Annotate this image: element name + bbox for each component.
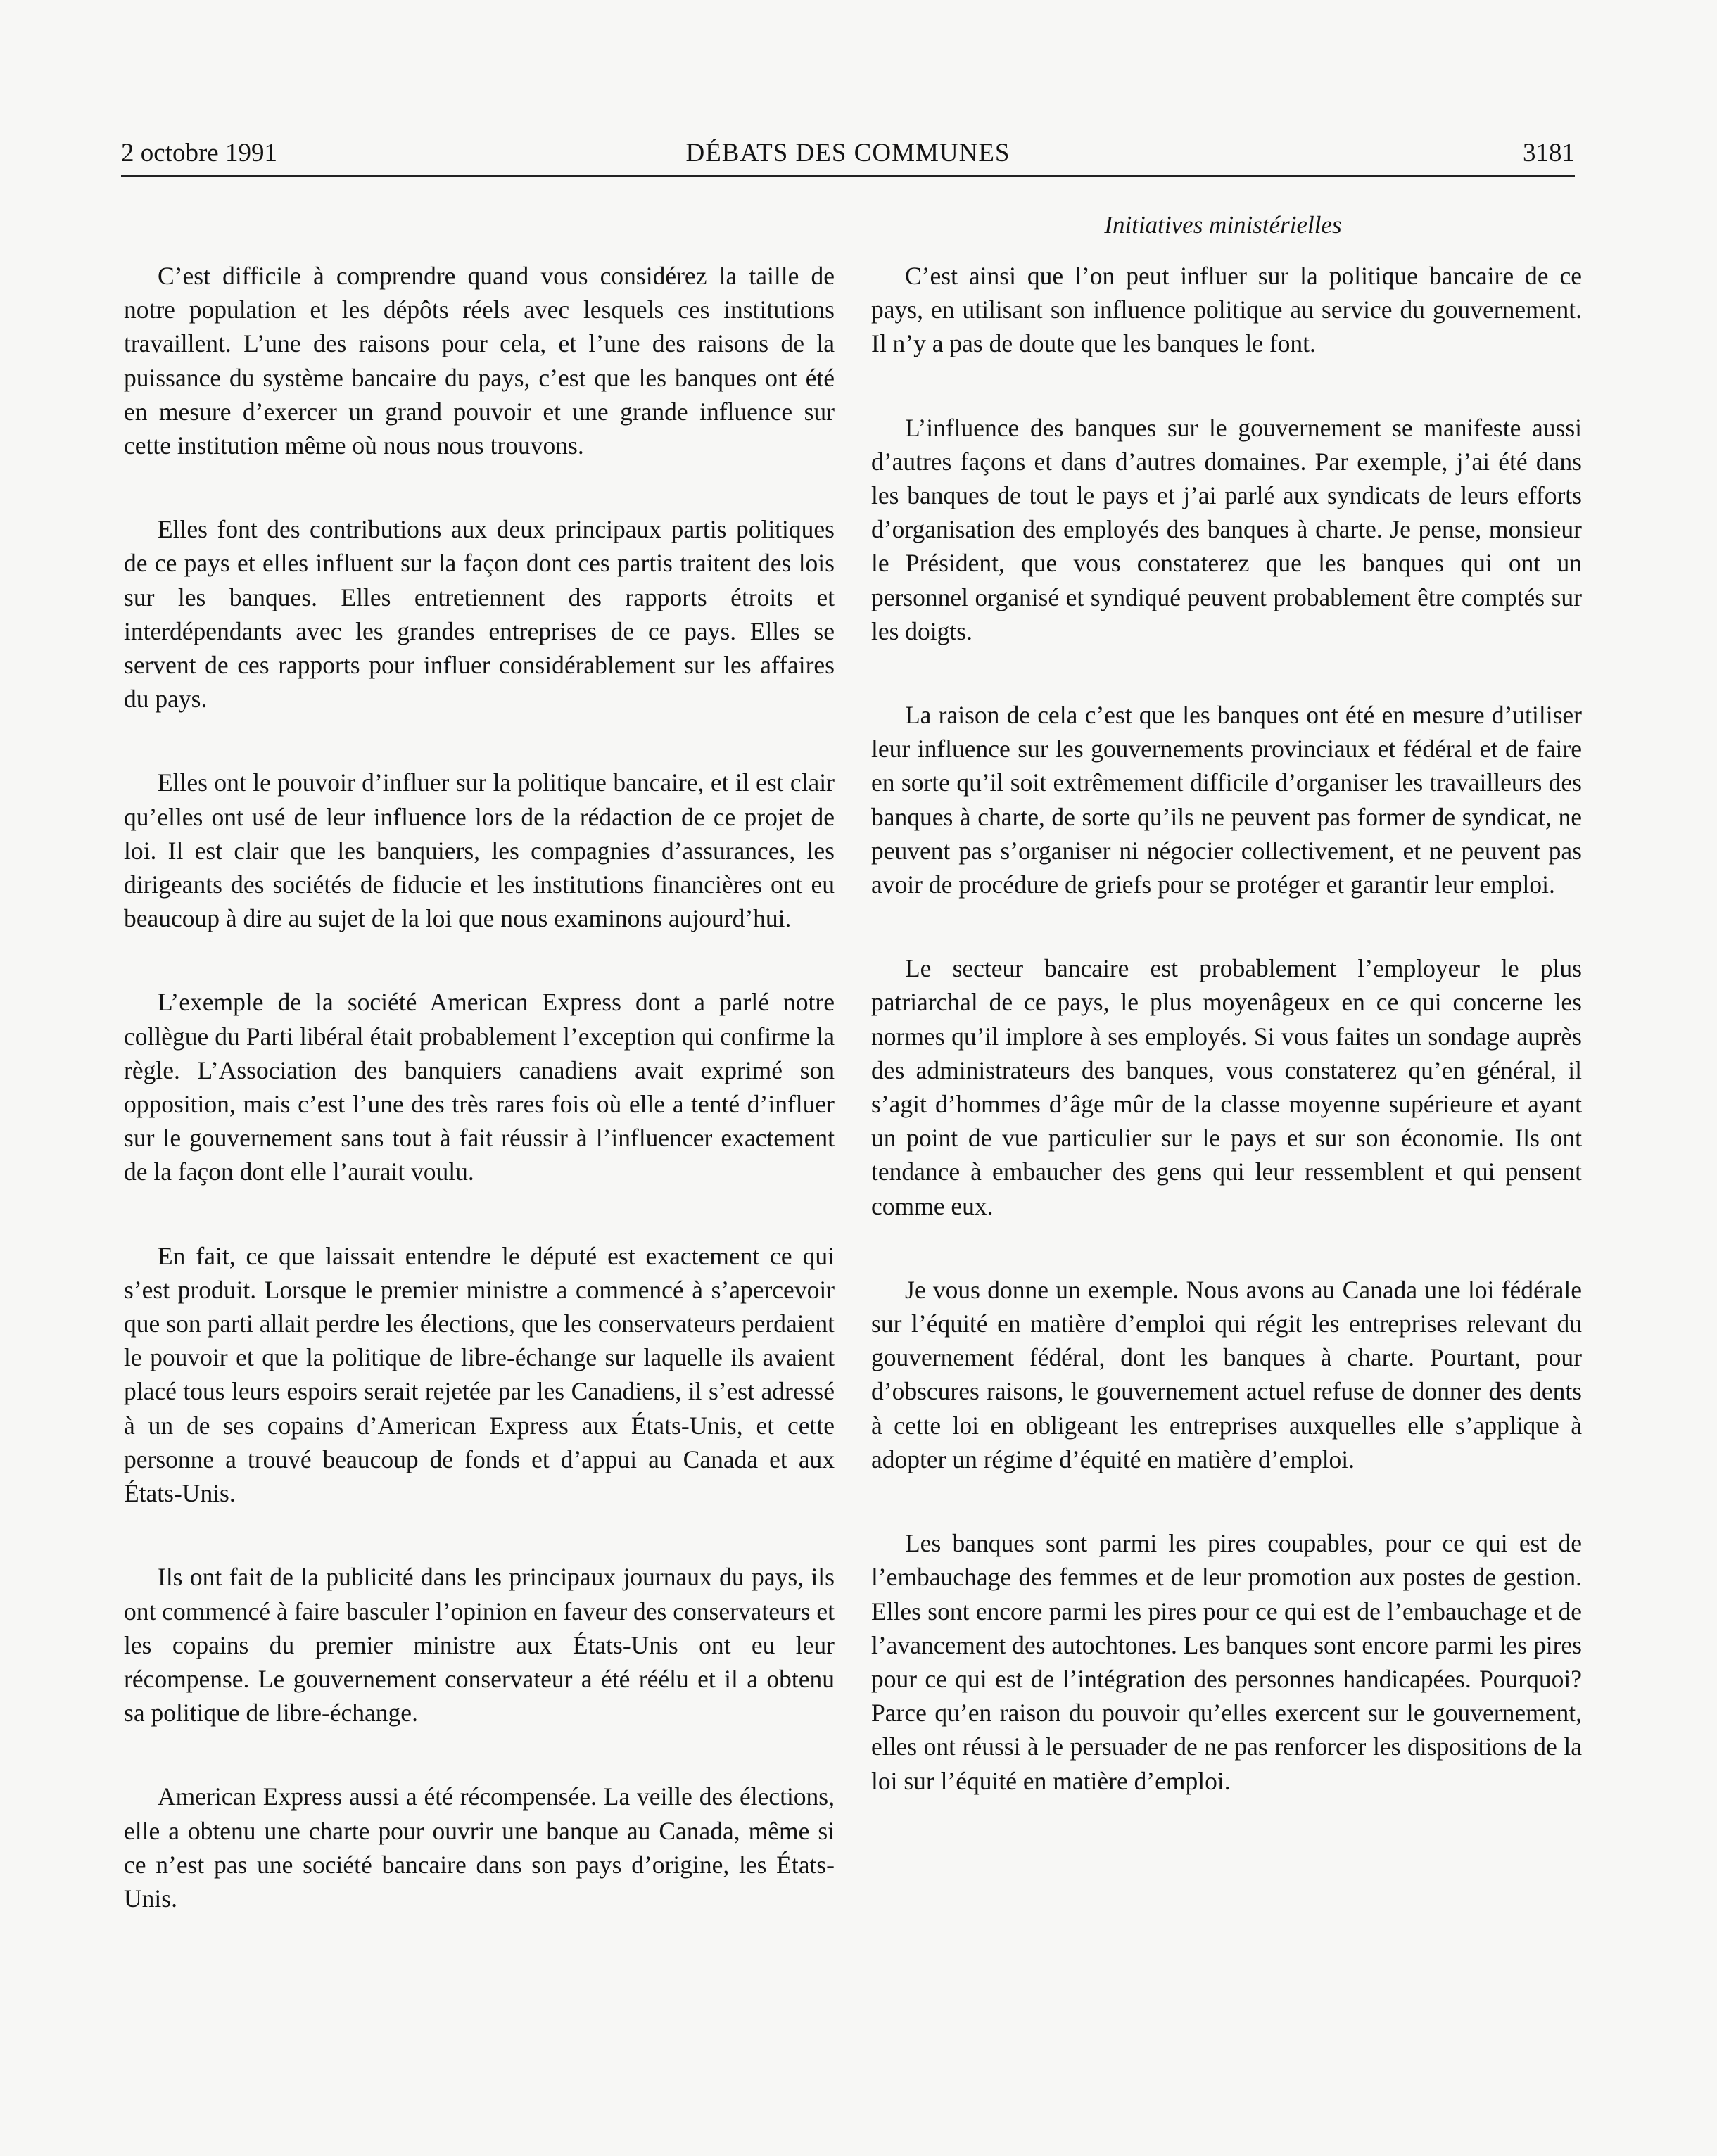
header-date: 2 octobre 1991 [121,139,277,167]
right-column [871,259,1582,1848]
header-rule [121,175,1575,177]
paragraph: L’exemple de la société American Express dont a parlé notre collègue du Parti libéral était probablement l’exception qui confirme la règle. L’Association des banquiers canadiens avait exprimé son opposition, mais c’est l’une des très rares fois où elle a tenté d’influer sur le gouvernement sans tout à fait réussir à l’influencer exactement de la façon dont elle l’aurait voulu. [124,988,835,1186]
paragraph: Je vous donne un exemple. Nous avons au Canada une loi fédérale sur l’équité en matière d’emploi qui régit les entreprises relevant du gouvernement fédéral, dont les banques à charte. Pourtant, pour d’obscures raisons, le gouvernement actuel refuse de donner des dents à cette loi en obligeant les entreprises auxquelles elle s’applique à adopter un régime d’équité en matière d’emploi. [871,1275,1582,1473]
left-column [124,259,835,1965]
paragraph: Elles ont le pouvoir d’influer sur la politique bancaire, et il est clair qu’elles ont usé de leur influence lors de la rédaction de ce projet de loi. Il est clair que les banquiers, les compagnies d’assurances, les dirigeants des sociétés de fiducie et les institutions financières ont eu beaucoup à dire au sujet de la loi que nous examinons aujourd’hui. [124,768,835,933]
paragraph: Ils ont fait de la publicité dans les principaux journaux du pays, ils ont commencé à faire basculer l’opinion en faveur des conservateurs et les copains du premier ministre aux États-Unis ont eu leur récompense. Le gouvernement conservateur a été réélu et il a obtenu sa politique de libre-échange. [124,1563,835,1727]
paragraph: Les banques sont parmi les pires coupables, pour ce qui est de l’embauchage des femmes et de leur promotion aux postes de gestion. Elles sont encore parmi les pires pour ce qui est de l’embauchage et de l’avancement des autochtones. Les banques sont encore parmi les pires pour ce qui est de l’intégration des personnes handicapées. Pourquoi? Parce qu’en raison du pouvoir qu’elles exercent sur le gouvernement, elles ont réussi à le persuader de ne pas renforcer les dispositions de la loi sur l’équité en matière d’emploi. [871,1529,1582,1795]
header-title: DÉBATS DES COMMUNES [685,139,1010,167]
paragraph: L’influence des banques sur le gouvernement se manifeste aussi d’autres façons et dans d’autres domaines. Par exemple, j’ai été dans les banques de tout le pays et j’ai parlé aux syndicats de leurs efforts d’organisation des employés des banques à charte. Je pense, monsieur le Président, que vous constaterez que les banques qui ont un personnel organisé et syndiqué peuvent probablement être comptés sur les doigts. [871,413,1582,645]
paragraph: C’est ainsi que l’on peut influer sur la politique bancaire de ce pays, en utilisant son influence politique au service du gouvernement. Il n’y a pas de doute que les banques le font. [871,262,1582,358]
paragraph: American Express aussi a été récompensée. La veille des élections, elle a obtenu une charte pour ouvrir une banque au Canada, même si ce n’est pas une société bancaire dans son pays d’origine, les États-Unis. [124,1782,835,1913]
paragraph: En fait, ce que laissait entendre le député est exactement ce qui s’est produit. Lorsque le premier ministre a commencé à s’apercevoir que son parti allait perdre les élections, que les conservateurs perdaient le pouvoir et que la politique de libre-échange sur laquelle ils avaient placé tous leurs espoirs serait rejetée par les Canadiens, il s’est adressé à un de ses copains d’American Express aux États-Unis, et cette personne a trouvé beaucoup de fonds et d’appui au Canada et aux États-Unis. [124,1241,835,1508]
section-label: Initiatives ministérielles [1104,211,1342,239]
paragraph: La raison de cela c’est que les banques ont été en mesure d’utiliser leur influence sur les gouvernements provinciaux et fédéral et de faire en sorte qu’il soit extrêmement difficile d’organiser les travailleurs des banques à charte, de sorte qu’ils ne peuvent pas former de syndicat, ne peuvent pas s’organiser ni négocier collectivement, et ne peuvent pas avoir de procédure de griefs pour se protéger et garantir leur emploi. [871,701,1582,899]
paragraph: Le secteur bancaire est probablement l’employeur le plus patriarchal de ce pays, le plus moyenâgeux en ce qui concerne les normes qu’il implore à ses employés. Si vous faites un sondage auprès des administrateurs des banques, vous constaterez qu’en général, il s’agit d’hommes d’âge mûr de la classe moyenne supérieure et ayant un point de vue particulier sur le pays et sur son économie. Ils ont tendance à embaucher des gens qui leur ressemblent et qui pensent comme eux. [871,954,1582,1220]
running-header [121,134,1575,173]
paragraph: Elles font des contributions aux deux principaux partis politiques de ce pays et elles influent sur la façon dont ces partis traitent des lois sur les banques. Elles entretiennent des rapports étroits et interdépendants avec les grandes entreprises de ce pays. Elles se servent de ces rapports pour influer considérablement sur les affaires du pays. [124,515,835,714]
page-number: 3181 [1523,139,1575,167]
paragraph: C’est difficile à comprendre quand vous considérez la taille de notre population et les dépôts réels avec lesquels ces institutions travaillent. L’une des raisons pour cela, et l’une des raisons de la puissance du système bancaire du pays, c’est que les banques ont été en mesure d’exercer un grand pouvoir et une grande influence sur cette institution même où nous nous trouvons. [124,262,835,460]
